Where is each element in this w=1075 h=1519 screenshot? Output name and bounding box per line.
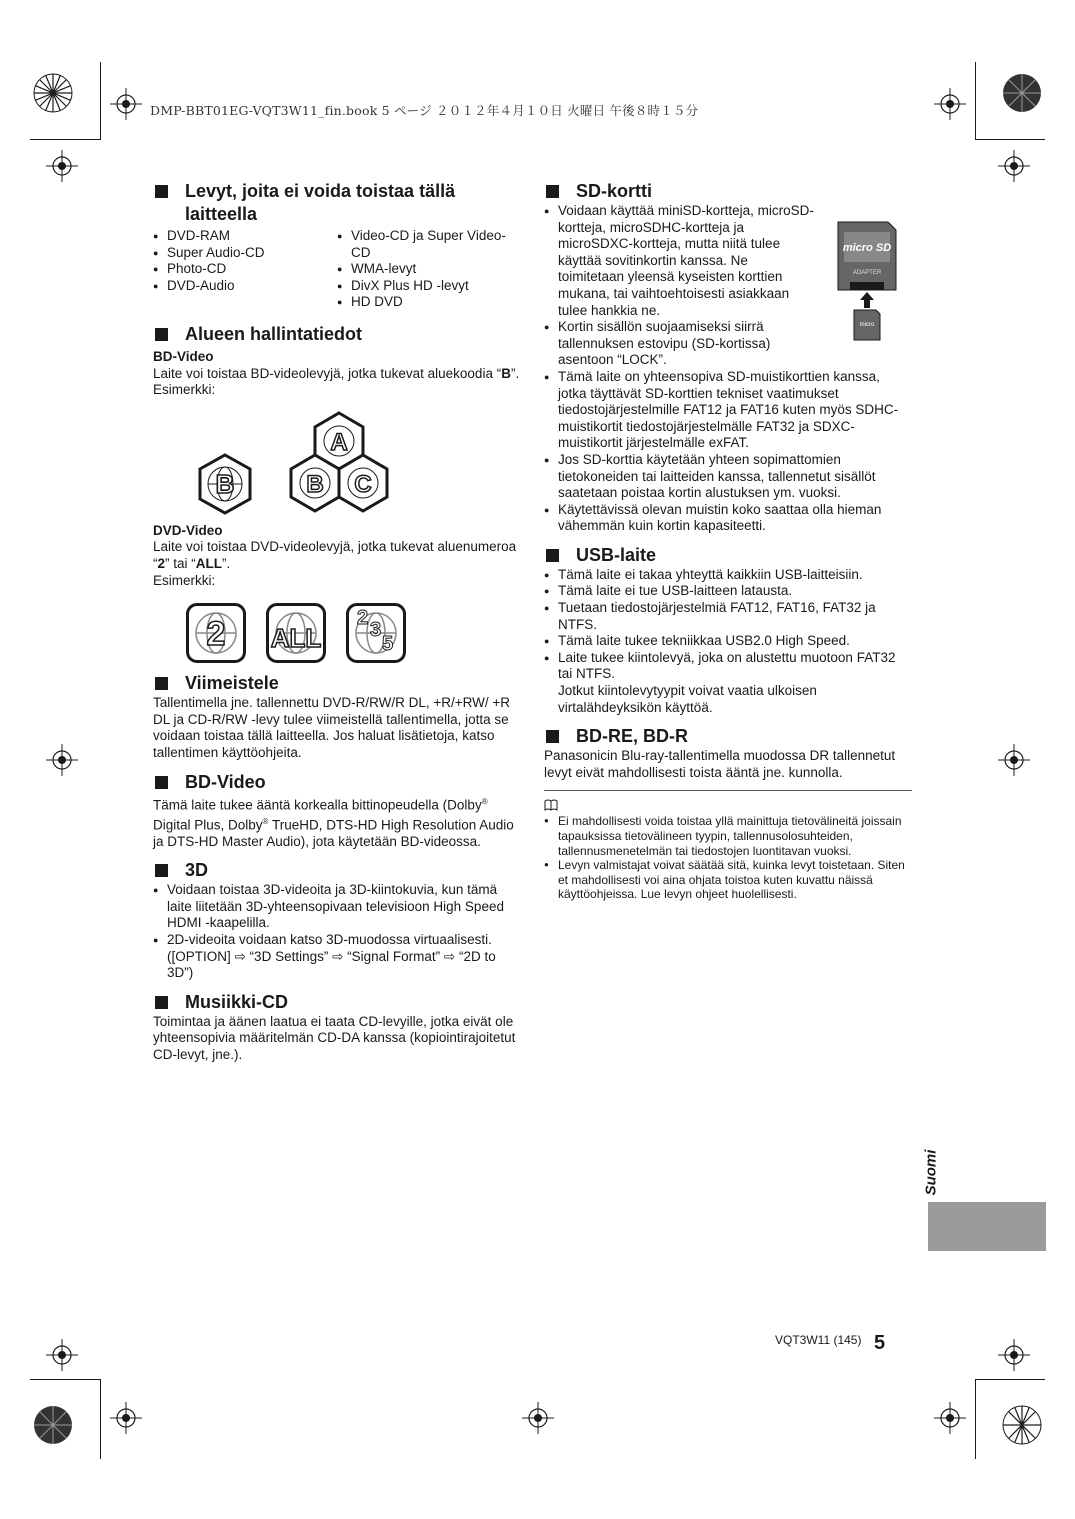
crosshair-mark-icon xyxy=(46,744,78,776)
list-item: ● Voidaan käyttää miniSD-kortteja, microSD-kortteja, microSDHC-kortteja ja microSDXC-kortteja, mutta niitä tulee käyttää sovitinkortin kanssa. Ne toimitetaan yleensä kyseisten korttien mukana, tai vaihtoehtoisesti asiakkaan tulee hankkia ne. xyxy=(544,203,816,319)
section-heading: Alueen hallintatiedot xyxy=(153,323,521,346)
right-column xyxy=(544,180,912,902)
region-letter: C xyxy=(354,470,372,498)
section-sd-card xyxy=(544,180,912,535)
3d-list xyxy=(153,882,521,982)
crosshair-mark-icon xyxy=(998,744,1030,776)
registration-mark-icon xyxy=(1002,73,1042,113)
crosshair-mark-icon xyxy=(998,1339,1030,1371)
disc-list xyxy=(153,228,521,311)
section-heading: Viimeistele xyxy=(153,672,521,695)
list-item: ● WMA-levyt xyxy=(337,261,521,278)
example-label: Esimerkki: xyxy=(153,382,216,398)
section-region-management xyxy=(153,323,521,663)
section-bd-video xyxy=(153,771,521,851)
bd-video-text: Tämä laite tukee ääntä korkealla bittinopeudella (Dolby® Digital Plus, Dolby® TrueHD, DTS-HD High Resolution Audio ja DTS-HD Master Audio), jota käytetään BD-videossa. xyxy=(153,796,514,849)
list-item: ● Tämä laite ei tue USB-laitteen latausta. xyxy=(544,583,912,600)
region-letter: A xyxy=(330,428,348,456)
list-item: ● Tämä laite tukee tekniikkaa USB2.0 High Speed. xyxy=(544,633,912,650)
dvd-region-text: Laite voi toistaa DVD-videolevyjä, jotka tukevat aluenumeroa “2” tai “ALL”. xyxy=(153,539,517,571)
disc-list-col2 xyxy=(337,228,521,311)
dvd-region-icons xyxy=(186,603,521,663)
region-number: 2 xyxy=(357,607,369,630)
card-label: ADAPTER xyxy=(852,270,882,276)
music-cd-text: Toimintaa ja äänen laatua ei taata CD-levyille, jotka eivät ole yhteensopivia määritelmän CD-DA kanssa (kopiointirajoitetut CD-levyt, jne.). xyxy=(153,1013,516,1063)
list-item: ● DVD-RAM xyxy=(153,228,337,245)
registration-mark-icon xyxy=(33,73,73,113)
section-music-cd xyxy=(153,991,521,1064)
book-note-icon xyxy=(544,799,558,811)
divider xyxy=(544,790,912,791)
region-number: 3 xyxy=(370,619,382,642)
usb-list xyxy=(544,567,912,683)
crosshair-mark-icon xyxy=(46,1339,78,1371)
square-bullet-icon xyxy=(155,996,168,1009)
list-item: ● Tuetaan tiedostojärjestelmiä FAT12, FAT16, FAT32 ja NTFS. xyxy=(544,600,912,633)
section-heading: Musiikki-CD xyxy=(153,991,521,1014)
dvd-region-all-icon xyxy=(266,603,326,663)
crop-line xyxy=(30,1379,100,1380)
crosshair-mark-icon xyxy=(934,88,966,120)
crosshair-mark-icon xyxy=(110,1402,142,1434)
region-letter: B xyxy=(306,470,324,498)
crop-line xyxy=(100,1379,101,1459)
subheading-bd-video: BD-Video xyxy=(153,348,214,364)
square-bullet-icon xyxy=(155,864,168,877)
crosshair-mark-icon xyxy=(934,1402,966,1434)
crop-line xyxy=(975,139,1045,140)
square-bullet-icon xyxy=(155,328,168,341)
region-letter: B xyxy=(215,468,235,499)
square-bullet-icon xyxy=(546,185,559,198)
notes-list xyxy=(544,814,912,902)
crosshair-mark-icon xyxy=(522,1402,554,1434)
registration-mark-icon xyxy=(1002,1405,1042,1445)
list-item: ● Jos SD-korttia käytetään yhteen sopimattomien tietokoneiden tai laitteiden kanssa, tallennetut sisällöt saatetaan poistaa kortin alustuksen ym. vuoksi. xyxy=(544,452,912,502)
section-usb-device xyxy=(544,544,912,716)
footer-code: VQT3W11 (145) xyxy=(775,1333,862,1347)
list-item: ● DVD-Audio xyxy=(153,278,337,295)
list-item: ● Photo-CD xyxy=(153,261,337,278)
bd-region-text: Laite voi toistaa BD-videolevyjä, jotka tukevat aluekoodia “B”. xyxy=(153,365,520,381)
list-item: ● Ei mahdollisesti voida toistaa yllä mainittuja tietovälineitä joissain tapauksissa tietovälineen tyypin, tallennusolosuhteiden, tallennusmenetelmän tai tiedostojen luontitavan vuoksi. xyxy=(544,814,912,858)
list-item: ● Levyn valmistajat voivat säätää sitä, kuinka levyt toistetaan. Siten et mahdollisesti voi aina ohjata toistoa kuten kuvattu näissä käyttöohjeissa. Lue levyn ohjeet huolellisesti. xyxy=(544,858,912,902)
list-item: ● Video-CD ja Super Video-CD xyxy=(337,228,521,261)
square-bullet-icon xyxy=(155,776,168,789)
section-finalize xyxy=(153,672,521,761)
section-heading: 3D xyxy=(153,859,521,882)
notes-section xyxy=(544,799,912,902)
list-item: ● 2D-videoita voidaan katso 3D-muodossa virtuaalisesti. ([OPTION] ⇨ “3D Settings” ⇨ “Signal Format” ⇨ “2D to 3D”) xyxy=(153,932,521,982)
square-bullet-icon xyxy=(546,549,559,562)
finalize-text: Tallentimella jne. tallennettu DVD-R/RW/R DL, +R/+RW/ +R DL ja CD-R/RW -levy tulee viimeistellä tallentimella, jotta se voidaan toistaa tällä laitteella. Jos haluat lisätietoja, katso tallentimen käyttöohjeita. xyxy=(153,695,511,760)
subheading-dvd-video: DVD-Video xyxy=(153,522,223,538)
page-number: 5 xyxy=(874,1332,886,1354)
square-bullet-icon xyxy=(155,677,168,690)
dvd-region-2-icon xyxy=(186,603,246,663)
section-heading: BD-RE, BD-R xyxy=(544,725,912,748)
crop-line xyxy=(30,139,100,140)
section-heading: USB-laite xyxy=(544,544,912,567)
list-item: ● Voidaan toistaa 3D-videoita ja 3D-kiintokuvia, kun tämä laite liitetään 3D-yhteensopivaan televisioon High Speed HDMI -kaapelilla. xyxy=(153,882,521,932)
list-item: ● HD DVD xyxy=(337,294,521,311)
svg-text:micro: micro xyxy=(859,322,875,328)
left-column xyxy=(153,180,521,1073)
section-unplayable-discs xyxy=(153,180,521,311)
bd-region-b-icon xyxy=(197,453,253,515)
list-item: ● Kortin sisällön suojaamiseksi siirrä tallennuksen estovipu (SD-kortissa) asentoon “LOCK”. xyxy=(544,319,816,369)
list-item: ● Käytettävissä olevan muistin koko saattaa olla hieman vähemmän kuin kortin kapasiteetti. xyxy=(544,502,912,535)
print-header: DMP-BBT01EG-VQT3W11_fin.book 5 ページ ２０１２年４月１０日 火曜日 午後８時１５分 xyxy=(150,103,699,118)
list-item: ● DivX Plus HD -levyt xyxy=(337,278,521,295)
list-item: ● Laite tukee kiintolevyä, joka on alustettu muotoon FAT32 tai NTFS. xyxy=(544,650,912,683)
crop-line xyxy=(100,62,101,140)
region-number: ALL xyxy=(270,623,322,654)
region-number: 2 xyxy=(206,615,226,654)
bd-region-icons xyxy=(197,411,521,515)
crosshair-mark-icon xyxy=(998,150,1030,182)
region-number: 5 xyxy=(382,633,394,656)
list-item: ● Tämä laite on yhteensopiva SD-muistikorttien kanssa, jotka täyttävät SD-korttien tekniset vaatimukset tiedostojärjestelmille FAT12 ja FAT16 kuten myös SDHC-muistikortit tiedostojärjestelmälle FAT32 ja SDXC-muistikortit järjestelmälle exFAT. xyxy=(544,369,912,452)
example-label: Esimerkki: xyxy=(153,572,216,588)
section-heading: BD-Video xyxy=(153,771,521,794)
section-bd-re-bd-r xyxy=(544,725,912,781)
section-3d xyxy=(153,859,521,982)
section-heading: SD-kortti xyxy=(544,180,912,203)
sd-adapter-illustration xyxy=(836,220,898,342)
disc-list-col1 xyxy=(153,228,337,311)
usb-extra-text: Jotkut kiintolevytyypit voivat vaatia ulkoisen virtalähdeyksikön käyttöä. xyxy=(558,683,817,715)
list-item: ● Tämä laite ei takaa yhteyttä kaikkiin USB-laitteisiin. xyxy=(544,567,912,584)
crop-line xyxy=(975,1379,1045,1380)
crop-line xyxy=(975,1379,976,1459)
registration-mark-icon xyxy=(33,1405,73,1445)
bd-region-abc-icon xyxy=(289,411,389,515)
crop-line xyxy=(975,62,976,140)
language-tab xyxy=(928,1202,1046,1251)
crosshair-mark-icon xyxy=(46,150,78,182)
square-bullet-icon xyxy=(546,730,559,743)
square-bullet-icon xyxy=(155,185,168,198)
language-side-label: Suomi xyxy=(922,1149,940,1196)
dvd-region-multi-icon xyxy=(346,603,406,663)
list-item: ● Super Audio-CD xyxy=(153,245,337,262)
bd-re-text: Panasonicin Blu-ray-tallentimella muodossa DR tallennetut levyt eivät mahdollisesti toista ääntä jne. kunnolla. xyxy=(544,748,896,780)
card-logo: micro SD xyxy=(842,242,892,254)
crosshair-mark-icon xyxy=(110,88,142,120)
section-heading: Levyt, joita ei voida toistaa tällä laitteella xyxy=(153,180,521,226)
